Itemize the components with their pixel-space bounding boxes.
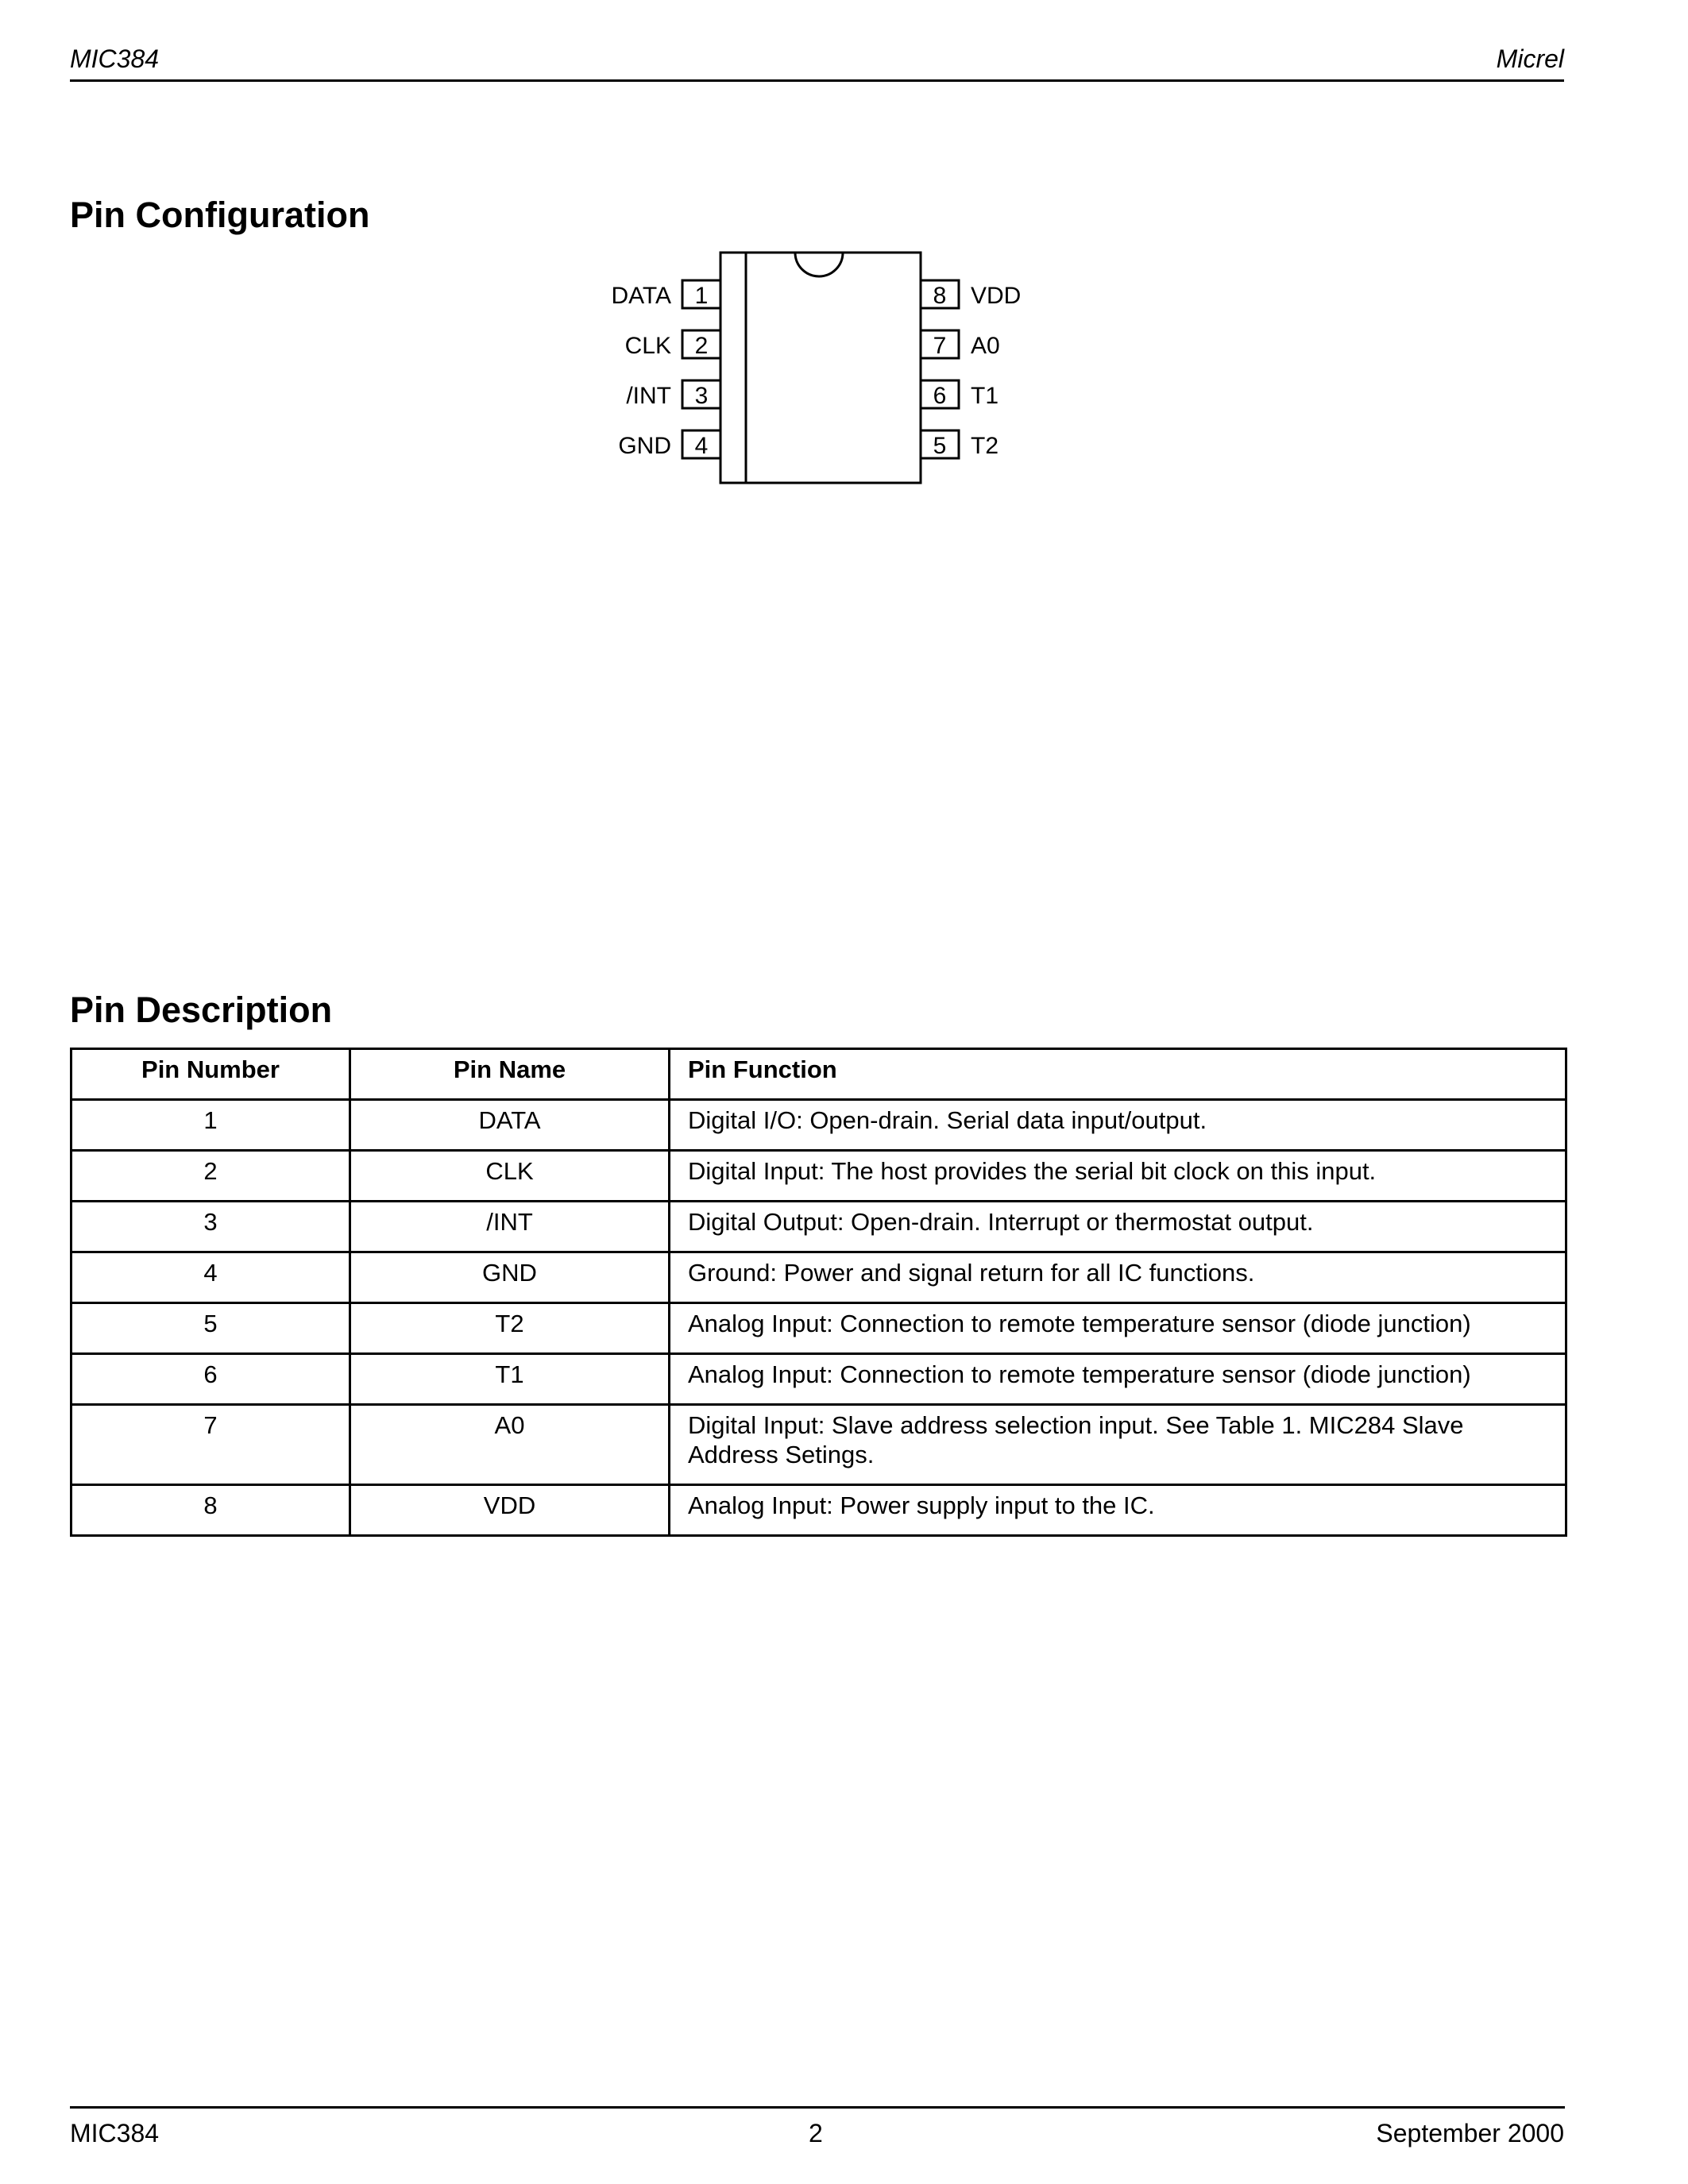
pin-name-5: T2 xyxy=(971,433,999,459)
table-row xyxy=(71,1303,1566,1354)
cell-pin-name: T1 xyxy=(350,1354,670,1405)
header-pin-function: Pin Function xyxy=(670,1049,1566,1100)
cell-pin-number: 3 xyxy=(71,1202,350,1252)
footer-page-number: 2 xyxy=(809,2119,823,2147)
cell-pin-number: 4 xyxy=(71,1252,350,1303)
pin-number-6: 6 xyxy=(933,383,947,409)
header-company: Micrel xyxy=(1496,44,1564,73)
pin-number-4: 4 xyxy=(694,433,709,459)
pin-name-1: DATA xyxy=(611,283,671,309)
header-doc-id: MIC384 xyxy=(70,44,160,73)
table-row xyxy=(71,1100,1566,1151)
cell-pin-number: 6 xyxy=(71,1354,350,1405)
cell-pin-name: /INT xyxy=(350,1202,670,1252)
pin-number-2: 2 xyxy=(694,333,709,359)
cell-pin-function: Analog Input: Connection to remote temperature sensor (diode junction) xyxy=(670,1303,1566,1354)
pin-number-8: 8 xyxy=(933,283,947,309)
table-row xyxy=(71,1405,1566,1485)
table-row xyxy=(71,1252,1566,1303)
ic-notch xyxy=(795,253,843,276)
footer-date: September 2000 xyxy=(1376,2119,1564,2147)
header-pin-number: Pin Number xyxy=(71,1049,350,1100)
table-header-row xyxy=(71,1049,1566,1100)
cell-pin-name: VDD xyxy=(350,1485,670,1536)
pin-number-1: 1 xyxy=(694,283,709,309)
footer-doc-id: MIC384 xyxy=(70,2119,160,2147)
cell-pin-function: Analog Input: Connection to remote temperature sensor (diode junction) xyxy=(670,1354,1566,1405)
cell-pin-name: T2 xyxy=(350,1303,670,1354)
pin-number-5: 5 xyxy=(933,433,947,459)
pin-description-table xyxy=(70,1048,1567,1537)
pin-number-7: 7 xyxy=(933,333,947,359)
footer-rule xyxy=(70,2106,1565,2109)
cell-pin-function: Digital Input: Slave address selection input. See Table 1. MIC284 Slave Address Setings. xyxy=(670,1405,1566,1485)
pin-name-6: T1 xyxy=(971,383,999,409)
cell-pin-function: Digital Output: Open-drain. Interrupt or thermostat output. xyxy=(670,1202,1566,1252)
pin-name-4: GND xyxy=(618,433,671,459)
pin-description-title: Pin Description xyxy=(70,990,333,1030)
pin-name-3: /INT xyxy=(626,383,671,409)
cell-pin-name: A0 xyxy=(350,1405,670,1485)
cell-pin-function: Ground: Power and signal return for all IC functions. xyxy=(670,1252,1566,1303)
cell-pin-function: Digital Input: The host provides the serial bit clock on this input. xyxy=(670,1151,1566,1202)
cell-pin-number: 1 xyxy=(71,1100,350,1151)
cell-pin-name: DATA xyxy=(350,1100,670,1151)
cell-pin-number: 5 xyxy=(71,1303,350,1354)
cell-pin-name: GND xyxy=(350,1252,670,1303)
table-row xyxy=(71,1151,1566,1202)
pin-name-7: A0 xyxy=(971,333,1000,359)
pin-configuration-title: Pin Configuration xyxy=(70,195,370,235)
header-pin-name: Pin Name xyxy=(350,1049,670,1100)
cell-pin-number: 2 xyxy=(71,1151,350,1202)
table-row xyxy=(71,1485,1566,1536)
cell-pin-number: 8 xyxy=(71,1485,350,1536)
table-row xyxy=(71,1202,1566,1252)
table-row xyxy=(71,1354,1566,1405)
cell-pin-function: Digital I/O: Open-drain. Serial data input/output. xyxy=(670,1100,1566,1151)
cell-pin-name: CLK xyxy=(350,1151,670,1202)
cell-pin-function: Analog Input: Power supply input to the IC. xyxy=(670,1485,1566,1536)
ic-body xyxy=(720,253,921,483)
cell-pin-number: 7 xyxy=(71,1405,350,1485)
pin-name-8: VDD xyxy=(971,283,1022,309)
pin-name-2: CLK xyxy=(624,333,671,359)
pin-number-3: 3 xyxy=(694,383,709,409)
